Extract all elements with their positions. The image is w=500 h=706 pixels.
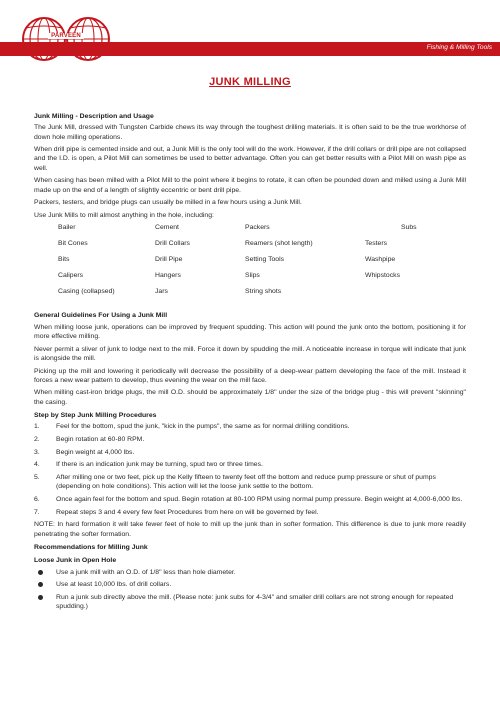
tool-item: Hangers — [155, 272, 181, 280]
paragraph: Never permit a sliver of junk to lodge next to the mill. Force it down by spudding the mill. A noticeable increase in torque will indicate that junk is alongside the mill. — [34, 345, 466, 362]
step-number: 3. — [34, 448, 40, 456]
header-tagline: Fishing & Milling Tools — [426, 44, 492, 51]
page-header — [0, 0, 500, 70]
step-text: Begin rotation at 60-80 RPM. — [56, 436, 145, 443]
tool-item: String shots — [245, 288, 282, 296]
section-heading-guidelines: General Guidelines For Using a Junk Mill — [34, 312, 168, 320]
company-logo — [22, 8, 110, 70]
paragraph: When milling loose junk, operations can be improved by frequent spudding. This action will pound the junk onto the bottom, positioning it for more effective milling. — [34, 323, 466, 341]
procedure-step — [34, 460, 466, 469]
recommendation-list — [34, 568, 466, 612]
tool-item: Testers — [365, 240, 388, 248]
tool-list — [58, 223, 466, 307]
procedure-step — [34, 495, 466, 504]
section-heading-recommendations: Recommendations for Milling Junk — [34, 544, 148, 552]
logo-text: PARVEEN — [48, 33, 84, 39]
paragraph: When milling cast-iron bridge plugs, the mill O.D. should be approximately 1/8" under the size of the bridge plug - this will prevent "skinning" the casing. — [34, 389, 466, 406]
tool-item: Reamers (shot length) — [245, 240, 313, 248]
page-title: JUNK MILLING — [209, 76, 291, 88]
tool-item: Jars — [155, 288, 168, 296]
list-item-text: Use a junk mill with an O.D. of 1/8" less than hole diameter. — [56, 568, 236, 576]
step-number: 2. — [34, 436, 40, 443]
procedure-step — [34, 435, 466, 444]
tool-item: Bits — [58, 256, 70, 264]
step-number: 5. — [34, 474, 40, 482]
tool-item: Drill Collars — [155, 240, 190, 248]
tool-item: Packers — [245, 224, 270, 232]
paragraph: Picking up the mill and lowering it periodically will decrease the possibility of a deep-wear pattern developing the face of the mill. Instead it forces a new wear pattern to develop, thus evening the wear on the mill face. — [34, 367, 466, 384]
tool-item: Casing (collapsed) — [58, 288, 115, 296]
list-item — [34, 580, 466, 589]
bullet-icon — [38, 595, 43, 600]
step-number: 6. — [34, 496, 40, 504]
paragraph: When drill pipe is cemented inside and out, a Junk Mill is the only tool will do the work. However, if the drill collars or drill pipe are not collapsed and the I.D. is open, a Pilot Mill can sometimes be used to better advantage. Often you can get better results with a Pilot Mill on wash pipe as well. — [34, 146, 466, 172]
step-text: If there is an indication junk may be turning, spud two or three times. — [56, 461, 263, 469]
bullet-icon — [38, 570, 43, 575]
tool-item: Washpipe — [365, 256, 396, 264]
procedure-list — [34, 422, 466, 517]
section-heading-procedures: Step by Step Junk Milling Procedures — [34, 412, 157, 420]
subsection-heading-loose-junk: Loose Junk in Open Hole — [34, 557, 117, 565]
tool-item: Bailer — [58, 224, 76, 232]
procedure-step — [34, 473, 466, 492]
tool-item: Whipstocks — [365, 272, 400, 280]
bullet-icon — [38, 582, 43, 587]
paragraph: Use Junk Mills to mill almost anything in the hole, including: — [34, 211, 214, 219]
procedure-step — [34, 508, 466, 517]
list-item-text: Run a junk sub directly above the mill. (Please note: junk subs for 4-3/4" and smaller drill collars are not strong enough for repeated spudding.) — [56, 593, 454, 611]
tool-item: Setting Tools — [245, 256, 285, 264]
list-item — [34, 568, 466, 577]
tool-item: Slips — [245, 272, 260, 280]
step-number: 1. — [34, 423, 40, 431]
step-text: Once again feel for the bottom and spud. Begin rotation at 80-100 RPM using normal pump pressure. Begin weight at 4,000-6,000 lbs. — [56, 496, 463, 504]
step-number: 7. — [34, 508, 40, 516]
step-number: 4. — [34, 461, 40, 469]
tool-item: Drill Pipe — [155, 256, 183, 264]
paragraph: When casing has been milled with a Pilot Mill to the point where it begins to rotate, it can often be pounded down and milled using a Junk Mill made up on the end of a length of slightly eccentric or bent drill pipe. — [34, 177, 466, 194]
paragraph: Packers, testers, and bridge plugs can usually be milled in a few hours using a Junk Mill. — [34, 199, 302, 207]
procedure-step — [34, 422, 466, 431]
tool-item: Calipers — [58, 272, 84, 280]
list-item — [34, 593, 466, 612]
paragraph: The Junk Mill, dressed with Tungsten Carbide chews its way through the toughest drilling materials. It is often said to be the true workhorse of down hole milling operations. — [34, 124, 466, 141]
step-text: After milling one or two feet, pick up the Kelly fifteen to twenty feet off the bottom and reduce pump pressure or shut of pumps (depending on hole conditions). This action will let the loose junk settle to the bottom. — [56, 474, 436, 491]
section-heading-description: Junk Milling - Description and Usage — [34, 113, 154, 120]
step-text: Begin weight at 4,000 lbs. — [56, 448, 135, 456]
step-text: Feel for the bottom, spud the junk, "kick in the pumps", the same as for normal drilling conditions. — [56, 423, 350, 431]
document-body — [34, 112, 466, 615]
tool-item: Cement — [155, 224, 179, 232]
tool-item: Subs — [401, 224, 417, 232]
procedure-step — [34, 448, 466, 457]
step-text: Repeat steps 3 and 4 every few feet Procedures from here on will be governed by feel. — [56, 508, 319, 516]
note-paragraph: NOTE: In hard formation it will take fewer feet of hole to mill up the junk than in softer formation. This difference is due to junk more readily penetrating the softer formation. — [34, 521, 466, 538]
list-item-text: Use at least 10,000 lbs. of drill collars. — [56, 581, 172, 589]
tool-item: Bit Cones — [58, 240, 88, 248]
